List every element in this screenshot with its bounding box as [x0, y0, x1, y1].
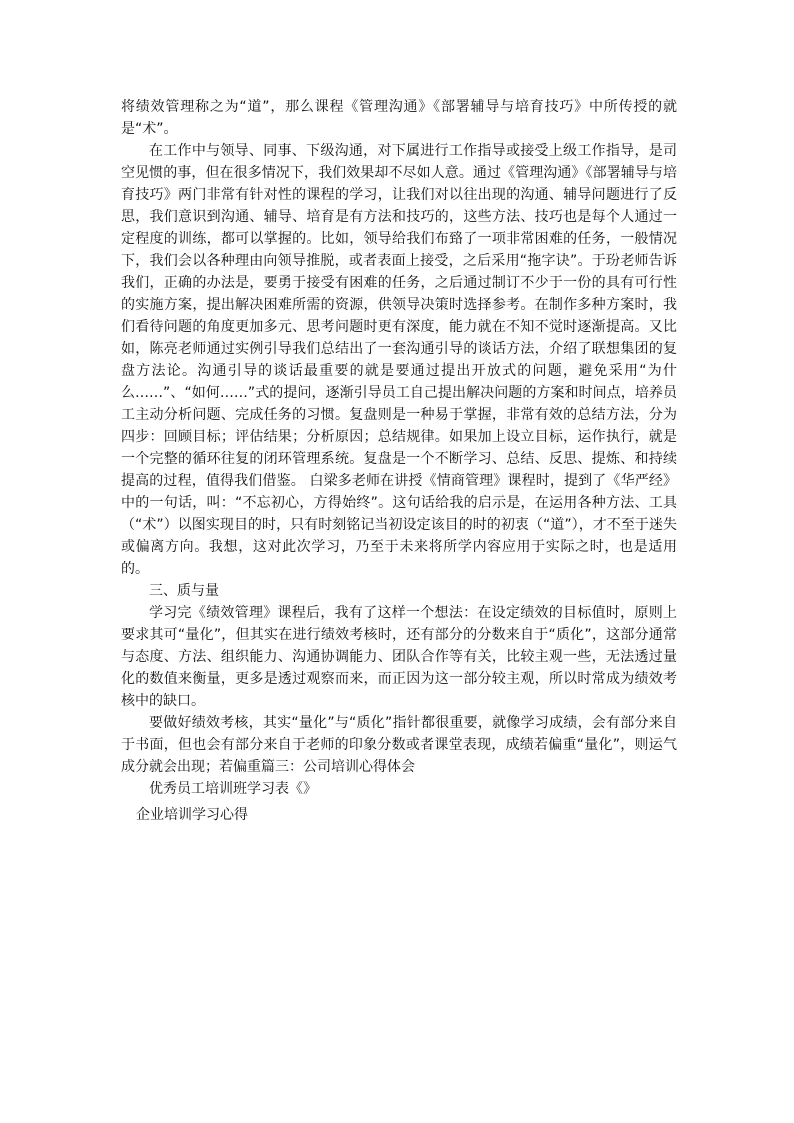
paragraph-assessment: 要做好绩效考核，其实“量化”与“质化”指针都很重要，就像学习成绩，会有部分来自于书面，但也会有部分来自于老师的印象分数或者课堂表现，成绩若偏重“量化”，则运气成分就会出现；若偏重篇三：公司培训心得体会 [121, 715, 677, 775]
paragraph-intro: 将绩效管理称之为“道”，那么课程《管理沟通》《部署辅导与培育技巧》中所传授的就是“术”。 [121, 99, 677, 137]
document-body [121, 96, 677, 800]
footer-title: 企业培训学习心得 [136, 807, 248, 823]
paragraph-training-form: 优秀员工培训班学习表《》 [149, 781, 317, 797]
paragraph-communication: 在工作中与领导、同事、下级沟通，对下属进行工作指导或接受上级工作指导，是司空见惯的事，但在很多情况下，我们效果却不尽如人意。通过《管理沟通》《部署辅导与培育技巧》两门非常有针对性的课程的学习，让我们对以往出现的沟通、辅导问题进行了反思，我们意识到沟通、辅导、培育是有方法和技巧的，这些方法、技巧也是每个人通过一定程度的训练，都可以掌握的。比如，领导给我们布臵了一项非常困难的任务，一般情况下，我们会以各种理由向领导推脱，或者表面上接受，之后采用“拖字诀”。于玢老师告诉我们，正确的办法是，要勇于接受有困难的任务，之后通过制订不少于一份的具有可行性的实施方案，提出解决困难所需的资源，供领导决策时选择参考。在制作多种方案时，我们看待问题的角度更加多元、思考问题时更有深度，能力就在不知不觉时逐渐提高。又比如，陈亮老师通过实例引导我们总结出了一套沟通引导的谈话方法，介绍了联想集团的复盘方法论。沟通引导的谈话最重要的就是要通过提出开放式的问题，避免采用“为什么……”、“如何……”式的提问，逐渐引导员工自己提出解决问题的方案和时间点，培养员工主动分析问题、完成任务的习惯。复盘则是一种易于掌握，非常有效的总结方法，分为四步：回顾目标；评估结果；分析原因；总结规律。如果加上设立目标，运作执行，就是一个完整的循环往复的闭环管理系统。复盘是一个不断学习、总结、反思、提炼、和持续提高的过程，值得我们借鉴。 白梁多老师在讲授《情商管理》课程时，提到了《华严经》中的一句话，叫：“不忘初心，方得始终”。这句话给我的启示是，在运用各种方法、工具（“术”）以图实现目的时，只有时刻铭记当初设定该目的时的初衷（“道”），才不至于迷失或偏离方向。我想，这对此次学习，乃至于未来将所学内容应用于实际之时，也是适用的。 [121, 143, 677, 577]
paragraph-quality-quantity: 学习完《绩效管理》课程后，我有了这样一个想法：在设定绩效的目标值时，原则上要求其可“量化”，但其实在进行绩效考核时，还有部分的分数来自于“质化”，这部分通常与态度、方法、组织能力、沟通协调能力、团队合作等有关，比较主观一些，无法透过量化的数值来衡量，更多是透过观察而来，而正因为这一部分较主观，所以时常成为绩效考核中的缺口。 [121, 605, 677, 709]
section-heading: 三、质与量 [149, 583, 219, 599]
